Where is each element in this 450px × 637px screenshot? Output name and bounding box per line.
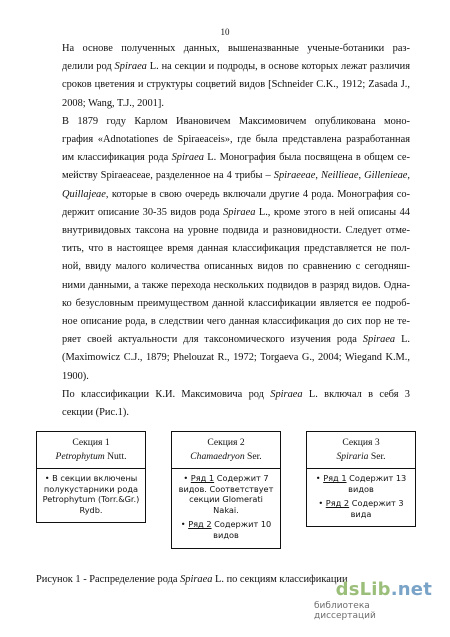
bullet-item: • Ряд 2 Содержит 3 вида xyxy=(318,498,404,519)
text-line: 2008; Wang, T.J., 2001]. xyxy=(62,97,164,109)
section-header xyxy=(37,432,145,469)
text-line: секции (Рис.1). xyxy=(62,407,129,419)
row-label: Ряд 1 xyxy=(190,473,215,483)
italic-run: Neillieae xyxy=(320,170,359,182)
text-line: (Maximowicz C.J., 1879; Phelouzat R., 1972; Torgaeva G., 2004; Wiegand K.M., xyxy=(62,352,410,364)
italic-run: Spiraea xyxy=(270,388,303,400)
text-line: ко безусловным преимуществом данной классификации является ее подроб- xyxy=(62,297,410,309)
page-number: 10 xyxy=(220,27,230,37)
text-line: им классификация рода Spiraea L. Монография была посвящена в общем се- xyxy=(62,152,410,164)
section-title: Секция 3 xyxy=(342,437,380,448)
row-label: Ряд 1 xyxy=(323,473,347,483)
italic-run: Spiraea xyxy=(171,152,204,164)
text-line: мейству Spiraeaceae, разделенное на 4 трибы – Spiraeeae, Neillieae, Gillenieae, xyxy=(62,170,410,182)
section-subtitle: Spiraria Ser. xyxy=(336,451,386,462)
italic-run: Gillenieae xyxy=(364,170,408,182)
text-line: ряет своей актуальности для таксономического изучения рода Spiraea L. xyxy=(62,334,411,346)
watermark-logo: dsLib.net xyxy=(335,579,432,600)
section-body xyxy=(37,469,145,522)
text-line: делили род Spiraea L. на секции и подроды, в основе которых лежат различия xyxy=(62,61,410,73)
paragraph-3 xyxy=(36,386,410,422)
figure-caption: Рисунок 1 - Распределение рода Spiraea L. по секциям классификации xyxy=(36,574,348,585)
text-line: 1900). xyxy=(62,370,89,382)
section-box-3 xyxy=(306,431,416,527)
italic-run: Spiraea xyxy=(223,206,256,218)
italic-run: Spiraea xyxy=(362,334,396,346)
text-line: ное описание рода, в следствии чего данная классификация до сих пор не те- xyxy=(62,316,410,328)
paragraph-2 xyxy=(36,113,410,386)
italic-run: Quillajeae xyxy=(62,188,106,200)
watermark xyxy=(314,579,438,619)
row-label: Ряд 2 xyxy=(188,519,212,530)
body-text xyxy=(36,40,410,422)
text-line: По классификации К.И. Максимовича род Spiraea L. включал в себя 3 xyxy=(62,388,410,400)
text-line: тить, что в настоящее время данная классификация представляется не пол- xyxy=(62,243,410,255)
bullet-item: • Ряд 1 Содержит 7 видов. Соответствует секции Glomerati Nakai. xyxy=(178,473,274,515)
bullet-item: • Ряд 1 Содержит 13 видов xyxy=(315,473,407,494)
section-body xyxy=(307,469,415,526)
classification-diagram xyxy=(36,421,414,569)
section-title: Секция 1 xyxy=(72,437,110,448)
text-line: держит описание 30-35 видов рода Spiraea L., кроме этого в ней описаны 44 xyxy=(62,206,410,218)
text-line: В 1879 году Карлом Ивановичем Максимовичем опубликована моно- xyxy=(62,115,410,127)
section-body xyxy=(172,469,280,548)
bullet-item: • В секции включены полукустарники рода Petrophytum (Torr.&Gr.) Rydb. xyxy=(42,473,140,515)
italic-run: Spiraea xyxy=(114,61,147,73)
text-line: ними данными, а также перехода нескольких подвидов в разряд видов. Одна- xyxy=(62,279,410,291)
row-label: Ряд 2 xyxy=(325,498,350,509)
text-line: Quillajeae, которые в свою очередь включали другие 4 рода. Монография со- xyxy=(62,188,410,200)
text-line: сроков цветения и структуры соцветий видов [Schneider C.K., 1912; Zasada J., xyxy=(62,79,410,91)
text-line: ной, ввиду малого количества описанных видов по сравнению с сегодняш- xyxy=(62,261,410,273)
section-box-1 xyxy=(36,431,146,523)
section-subtitle: Petrophytum Nutt. xyxy=(55,451,127,462)
section-subtitle: Chamaedryon Ser. xyxy=(190,451,262,462)
section-header xyxy=(307,432,415,469)
section-box-2 xyxy=(171,431,281,549)
paragraph-1 xyxy=(36,40,410,113)
section-header xyxy=(172,432,280,469)
section-title: Секция 2 xyxy=(207,437,245,448)
text-line: На основе полученных данных, вышеназванные ученые-ботаники раз- xyxy=(62,43,410,54)
bullet-item: • Ряд 2 Содержит 10 видов xyxy=(180,519,272,540)
italic-run: Spiraeeae xyxy=(273,170,316,182)
text-line: внутривидовых таксона на уровне подвида и разновидности. Следует отме- xyxy=(62,225,410,237)
watermark-tagline: библиотека диссертаций xyxy=(314,601,376,621)
text-line: графия «Adnotationes de Spiraeaceis», где была представлена разработанная xyxy=(62,134,410,146)
